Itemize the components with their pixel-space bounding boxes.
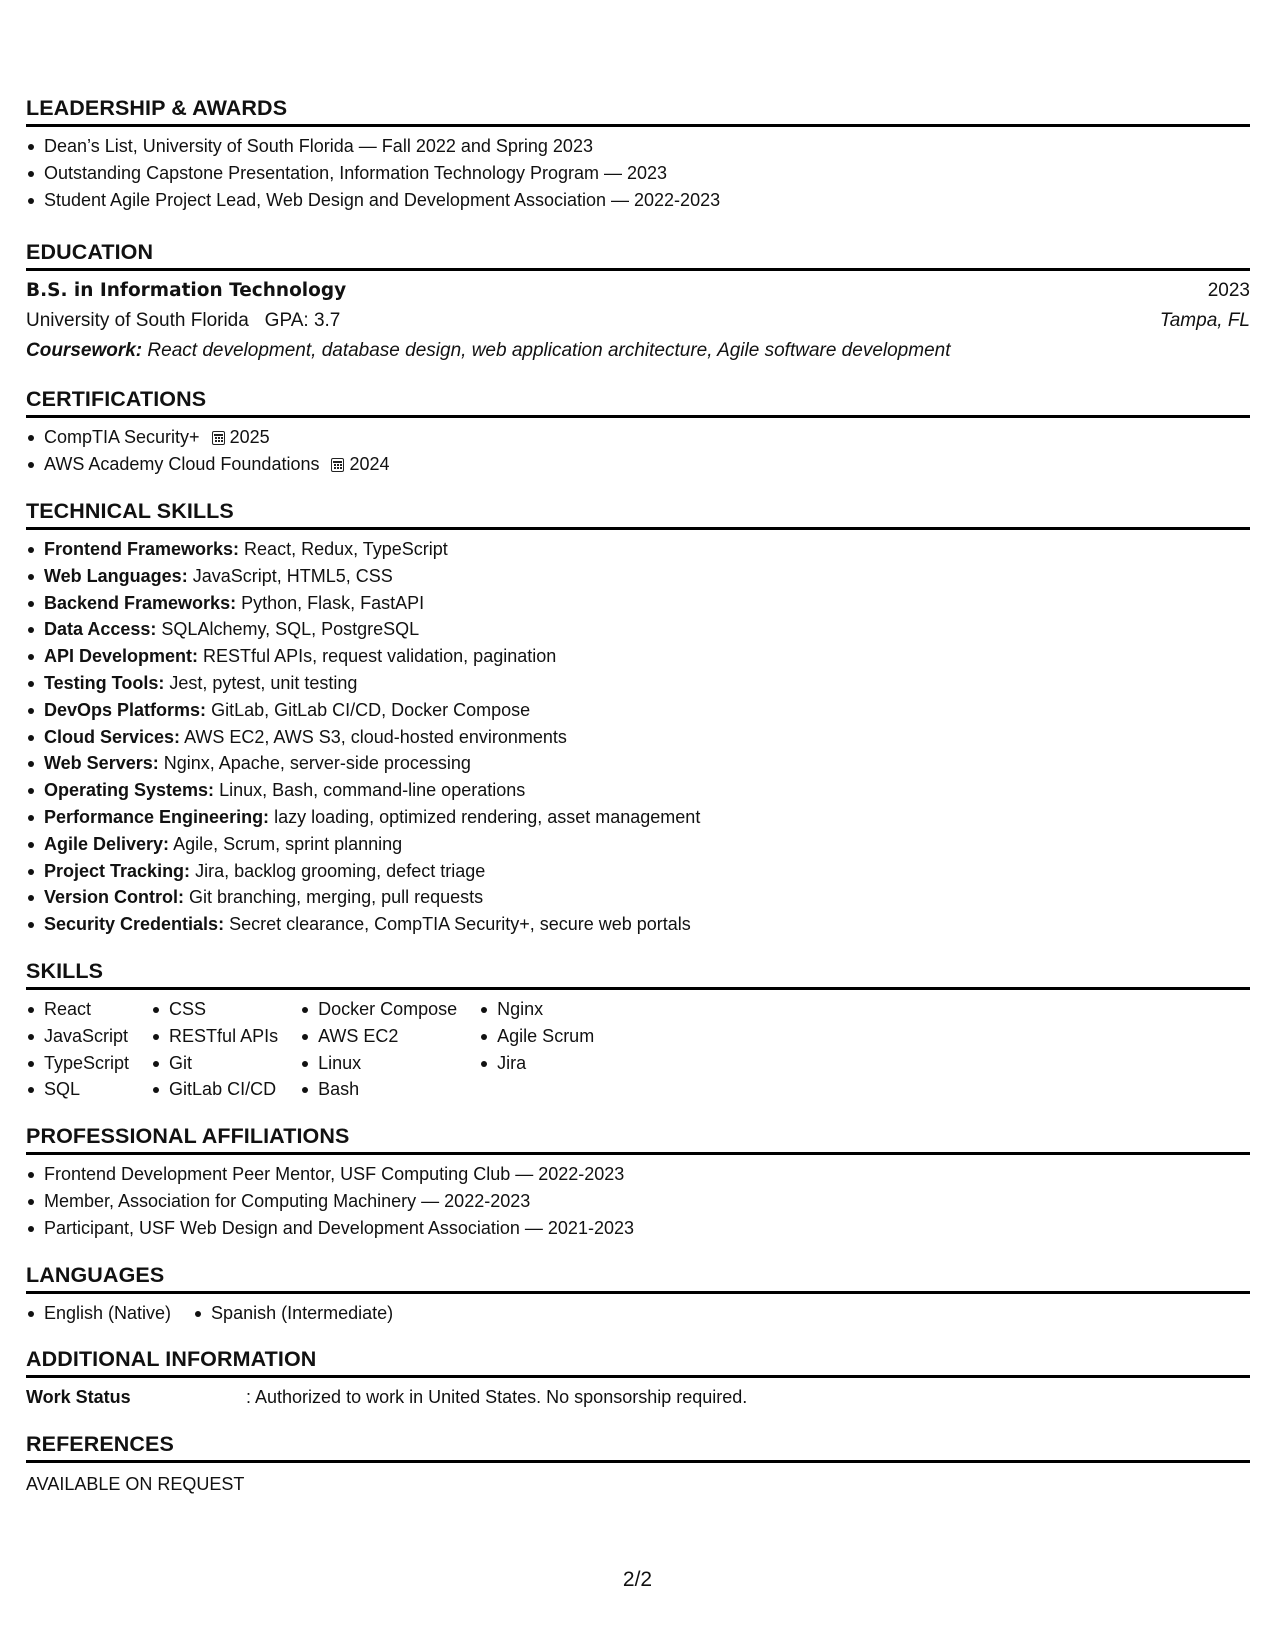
- section-title-languages: LANGUAGES: [26, 1262, 1250, 1294]
- calendar-icon: [331, 458, 344, 472]
- list-item: English (Native): [26, 1300, 171, 1327]
- education-school-row: [26, 306, 1250, 336]
- skill-category-value: AWS EC2, AWS S3, cloud-hosted environments: [184, 726, 567, 747]
- section-title-affiliations: PROFESSIONAL AFFILIATIONS: [26, 1123, 1250, 1155]
- languages-section: [26, 1262, 1250, 1327]
- section-title-certifications: CERTIFICATIONS: [26, 386, 1250, 418]
- school-name: University of South Florida: [26, 310, 249, 332]
- list-item: Nginx: [479, 996, 594, 1023]
- skill-category-label: Version Control:: [44, 887, 185, 908]
- skill-category-label: Web Servers:: [44, 753, 159, 774]
- skill-category-value: JavaScript, HTML5, CSS: [192, 565, 393, 586]
- list-item: [26, 670, 1250, 697]
- list-item: [26, 451, 1250, 478]
- list-item: [26, 616, 1250, 643]
- skill-category-value: RESTful APIs, request validation, pagination: [203, 646, 557, 667]
- certification-year: 2024: [349, 454, 390, 475]
- list-item: [26, 643, 1250, 670]
- list-item: [26, 697, 1250, 724]
- skill-category-value: GitLab, GitLab CI/CD, Docker Compose: [211, 699, 531, 720]
- skills-column: [26, 996, 129, 1103]
- graduation-year: 2023: [1207, 280, 1250, 302]
- skills-section: [26, 958, 1250, 1103]
- skill-category-label: Frontend Frameworks:: [44, 538, 240, 559]
- list-item: CSS: [151, 996, 278, 1023]
- leadership-section: [26, 95, 1250, 213]
- list-item: Agile Scrum: [479, 1023, 594, 1050]
- skill-category-value: Git branching, merging, pull requests: [189, 887, 484, 908]
- skill-category-label: Performance Engineering:: [44, 806, 270, 827]
- list-item: [26, 804, 1250, 831]
- list-item: Member, Association for Computing Machinery — 2022-2023: [26, 1188, 1250, 1215]
- list-item: Student Agile Project Lead, Web Design and Development Association — 2022-2023: [26, 187, 1250, 214]
- list-item: Outstanding Capstone Presentation, Information Technology Program — 2023: [26, 160, 1250, 187]
- certifications-list: [26, 424, 1250, 478]
- skill-category-value: Jest, pytest, unit testing: [169, 672, 358, 693]
- skill-category-value: Jira, backlog grooming, defect triage: [195, 860, 486, 881]
- affiliations-section: [26, 1123, 1250, 1241]
- education-section: [26, 239, 1250, 366]
- list-item: AWS EC2: [300, 1023, 457, 1050]
- skill-category-value: lazy loading, optimized rendering, asset management: [274, 806, 701, 827]
- leadership-list: [26, 133, 1250, 213]
- section-title-additional-info: ADDITIONAL INFORMATION: [26, 1346, 1250, 1378]
- references-text: AVAILABLE ON REQUEST: [26, 1474, 245, 1495]
- skill-category-label: Data Access:: [44, 619, 157, 640]
- list-item: [26, 884, 1250, 911]
- skill-category-label: Operating Systems:: [44, 780, 215, 801]
- list-item: [26, 750, 1250, 777]
- skills-column: [151, 996, 278, 1103]
- skill-category-label: Web Languages:: [44, 565, 188, 586]
- skills-grid: [26, 996, 1250, 1103]
- skill-category-value: SQLAlchemy, SQL, PostgreSQL: [161, 619, 420, 640]
- page-number: 2/2: [622, 1568, 653, 1591]
- list-item: GitLab CI/CD: [151, 1076, 278, 1103]
- skill-category-label: Testing Tools:: [44, 672, 165, 693]
- work-status-value: : Authorized to work in United States. No sponsorship required.: [246, 1387, 748, 1408]
- calendar-icon: [212, 431, 225, 445]
- certification-name: CompTIA Security+: [44, 427, 200, 448]
- skill-category-label: Backend Frameworks:: [44, 592, 237, 613]
- additional-info-section: [26, 1346, 1250, 1411]
- coursework-label: Coursework:: [26, 340, 143, 362]
- skill-category-label: Cloud Services:: [44, 726, 181, 747]
- technical-skills-list: [26, 536, 1250, 938]
- list-item: Docker Compose: [300, 996, 457, 1023]
- list-item: [26, 724, 1250, 751]
- list-item: [26, 911, 1250, 938]
- skill-category-label: Security Credentials:: [44, 914, 225, 935]
- list-item: React: [26, 996, 129, 1023]
- technical-skills-section: [26, 498, 1250, 938]
- skill-category-value: Linux, Bash, command-line operations: [219, 780, 526, 801]
- list-item: [26, 424, 1250, 451]
- list-item: [26, 777, 1250, 804]
- skill-category-value: Python, Flask, FastAPI: [241, 592, 425, 613]
- list-item: TypeScript: [26, 1050, 129, 1077]
- references-section: [26, 1431, 1250, 1498]
- list-item: [26, 536, 1250, 563]
- languages-list: [26, 1300, 1250, 1327]
- list-item: Dean’s List, University of South Florida — Fall 2022 and Spring 2023: [26, 133, 1250, 160]
- section-title-skills: SKILLS: [26, 958, 1250, 990]
- list-item: [26, 590, 1250, 617]
- list-item: Spanish (Intermediate): [193, 1300, 393, 1327]
- skill-category-value: Secret clearance, CompTIA Security+, secure web portals: [229, 914, 691, 935]
- list-item: JavaScript: [26, 1023, 129, 1050]
- coursework-text: React development, database design, web application architecture, Agile software development: [147, 340, 951, 362]
- skill-category-label: DevOps Platforms:: [44, 699, 207, 720]
- skill-category-value: Nginx, Apache, server-side processing: [163, 753, 471, 774]
- list-item: Participant, USF Web Design and Development Association — 2021-2023: [26, 1215, 1250, 1242]
- education-degree-row: [26, 276, 1250, 306]
- list-item: [26, 563, 1250, 590]
- certification-name: AWS Academy Cloud Foundations: [44, 454, 320, 475]
- skill-category-label: Agile Delivery:: [44, 833, 170, 854]
- certifications-section: [26, 386, 1250, 478]
- section-title-education: EDUCATION: [26, 239, 1250, 271]
- school-location: Tampa, FL: [1159, 310, 1250, 332]
- certification-year: 2025: [229, 427, 270, 448]
- list-item: SQL: [26, 1076, 129, 1103]
- skills-column: [300, 996, 457, 1103]
- skill-category-label: API Development:: [44, 646, 199, 667]
- skill-category-label: Project Tracking:: [44, 860, 191, 881]
- section-title-leadership: LEADERSHIP & AWARDS: [26, 95, 1250, 127]
- list-item: Frontend Development Peer Mentor, USF Computing Club — 2022-2023: [26, 1161, 1250, 1188]
- list-item: [26, 831, 1250, 858]
- affiliations-list: [26, 1161, 1250, 1241]
- degree: B.S. in Information Technology: [26, 280, 347, 302]
- list-item: [26, 858, 1250, 885]
- list-item: Bash: [300, 1076, 457, 1103]
- list-item: Git: [151, 1050, 278, 1077]
- gpa: GPA: 3.7: [264, 310, 341, 332]
- list-item: Jira: [479, 1050, 594, 1077]
- skills-column: [479, 996, 594, 1103]
- list-item: Linux: [300, 1050, 457, 1077]
- work-status-label: Work Status: [26, 1387, 131, 1408]
- section-title-references: REFERENCES: [26, 1431, 1250, 1463]
- coursework: [26, 336, 1250, 366]
- list-item: RESTful APIs: [151, 1023, 278, 1050]
- section-title-technical-skills: TECHNICAL SKILLS: [26, 498, 1250, 530]
- skill-category-value: Agile, Scrum, sprint planning: [173, 833, 403, 854]
- skill-category-value: React, Redux, TypeScript: [244, 538, 448, 559]
- work-status-row: [26, 1384, 1250, 1411]
- resume-page: [26, 95, 1250, 1498]
